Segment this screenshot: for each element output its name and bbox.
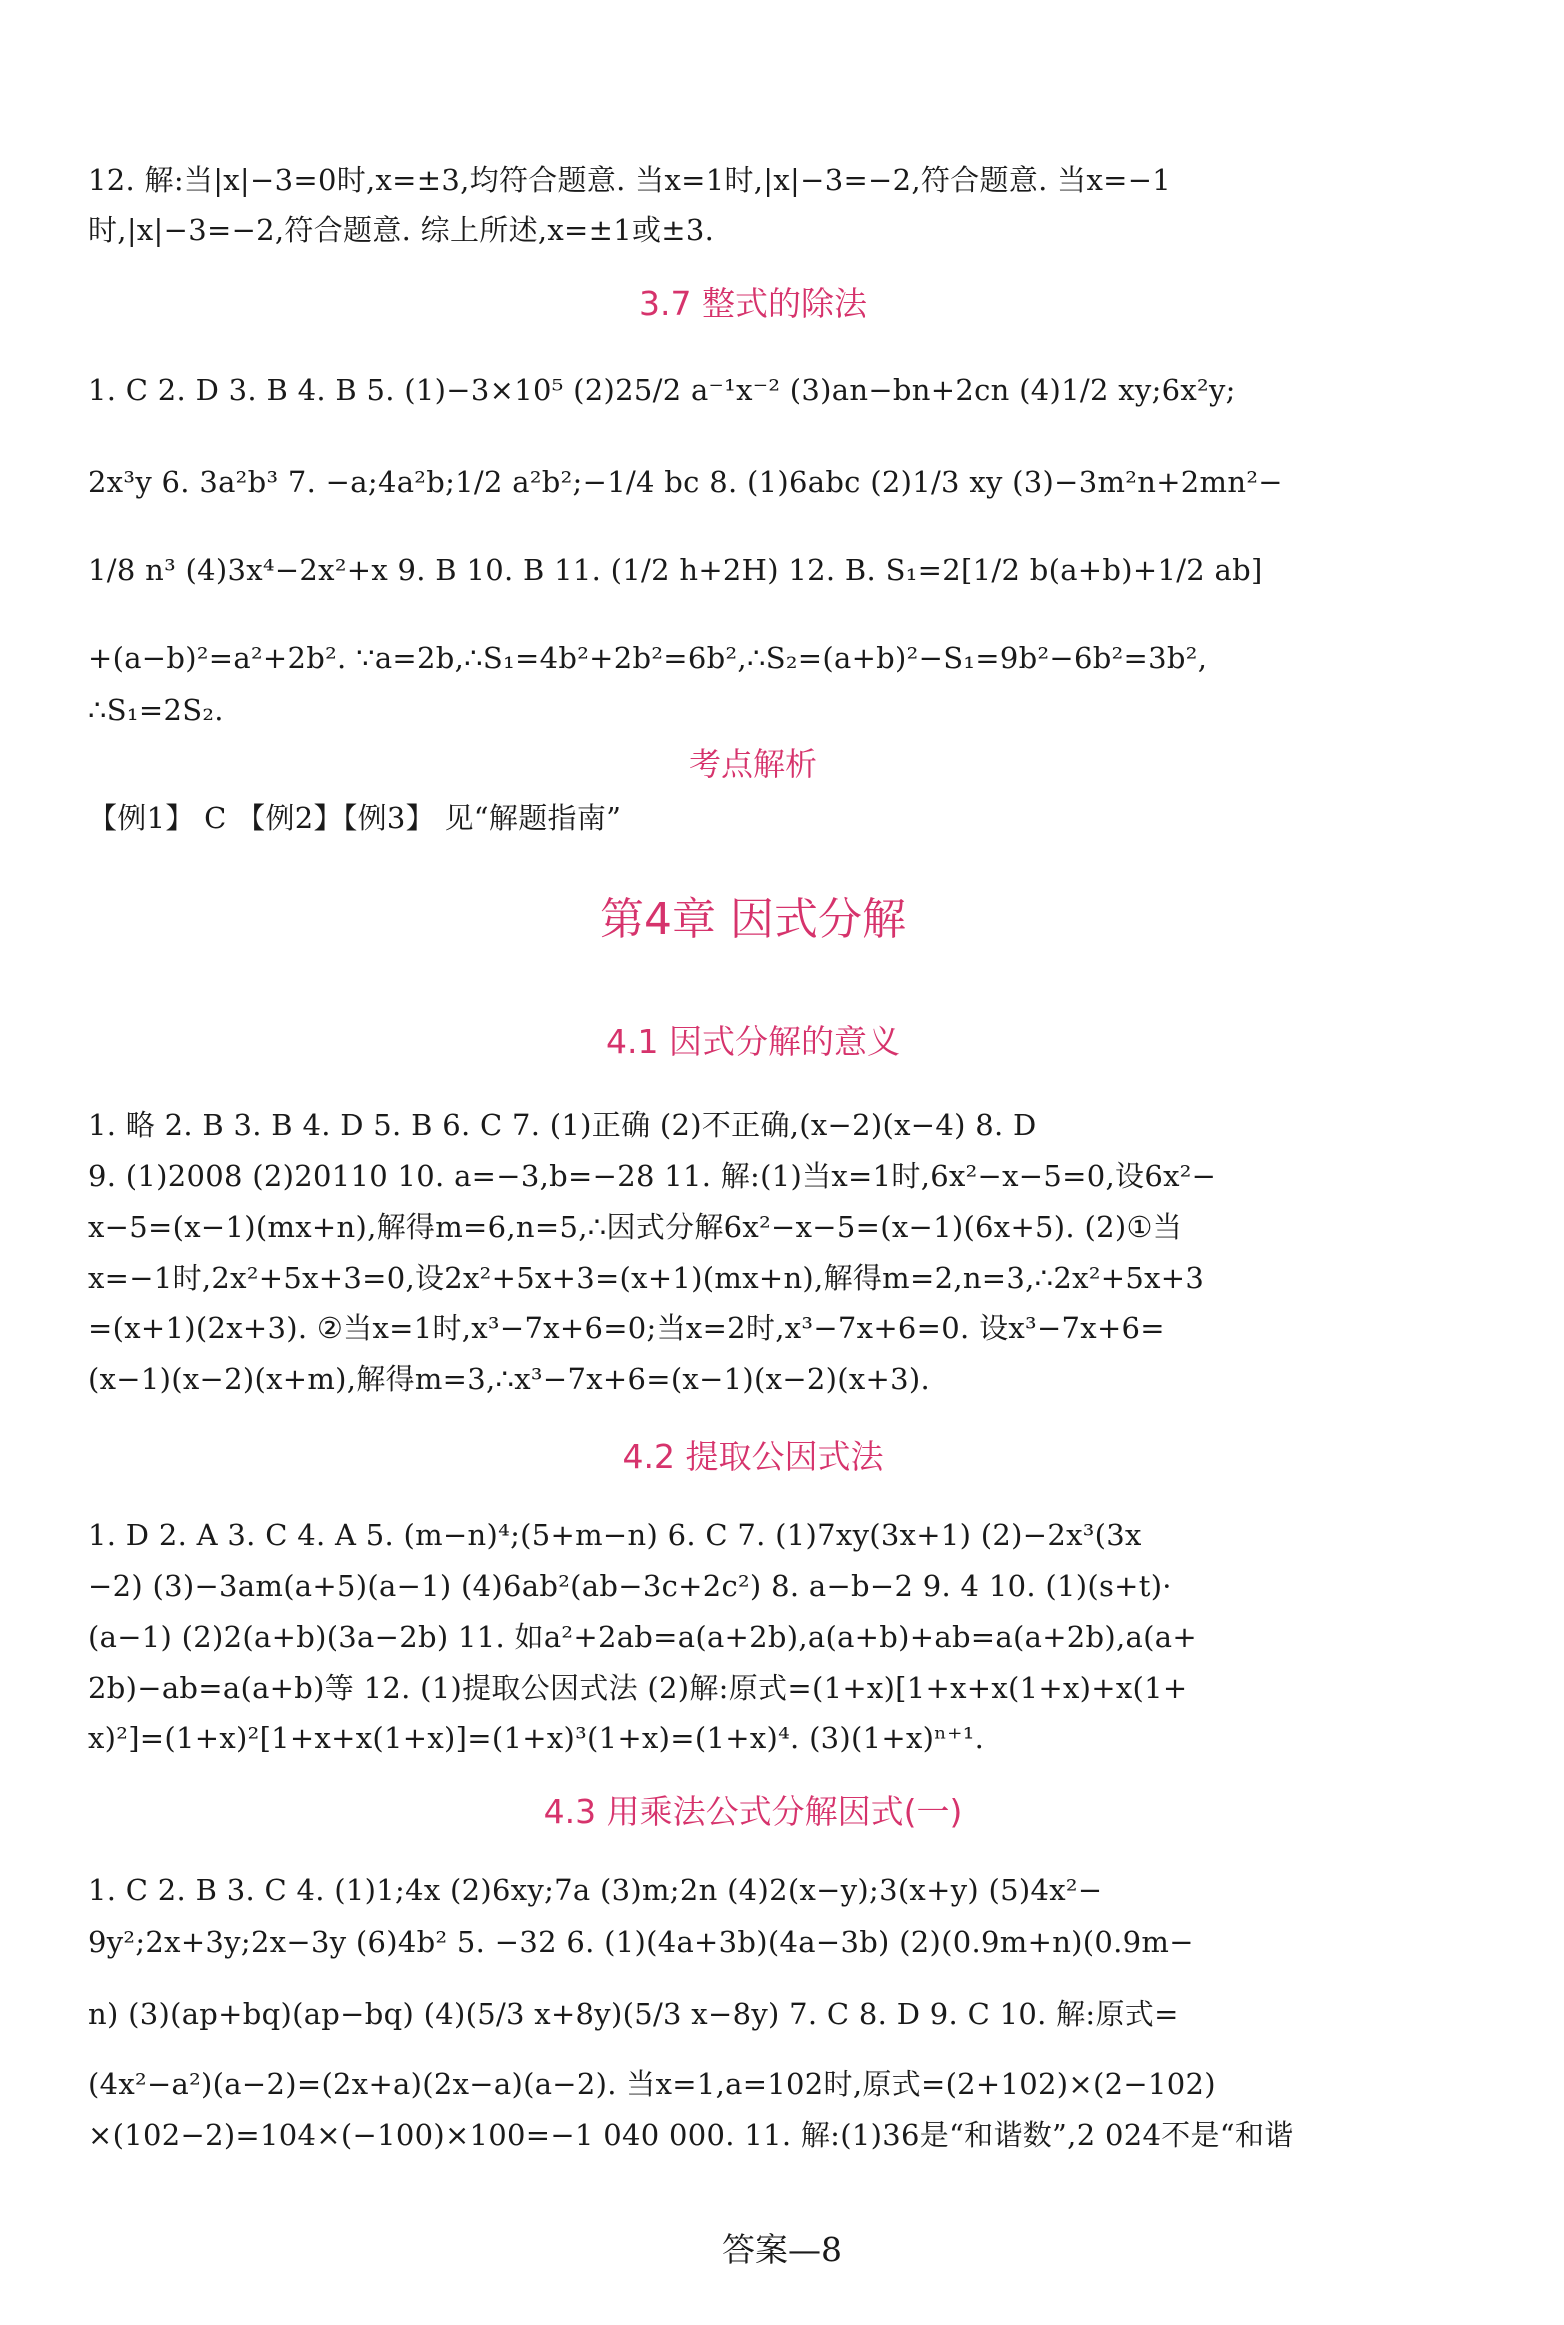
answer-line: 1. D 2. A 3. C 4. A 5. (m−n)⁴;(5+m−n) 6. C 7. (1)7xy(3x+1) (2)−2x³(3x (88, 1518, 1142, 1552)
answer-line: =(x+1)(2x+3). ②当x=1时,x³−7x+6=0;当x=2时,x³−7x+6=0. 设x³−7x+6= (88, 1311, 1165, 1345)
answer-line: n) (3)(ap+bq)(ap−bq) (4)(5/3 x+8y)(5/3 x−8y) 7. C 8. D 9. C 10. 解:原式= (88, 1997, 1179, 2031)
answer-line: (x−1)(x−2)(x+m),解得m=3,∴x³−7x+6=(x−1)(x−2)(x+3). (88, 1362, 931, 1396)
section-heading-kaodian: 考点解析 (688, 745, 817, 783)
answer-line: 2x³y 6. 3a²b³ 7. −a;4a²b;1/2 a²b²;−1/4 bc 8. (1)6abc (2)1/3 xy (3)−3m²n+2mn²− (88, 465, 1283, 499)
answer-line: 1/8 n³ (4)3x⁴−2x²+x 9. B 10. B 11. (1/2 h+2H) 12. B. S₁=2[1/2 b(a+b)+1/2 ab] (88, 553, 1263, 587)
answer-line: ×(102−2)=104×(−100)×100=−1 040 000. 11. 解:(1)36是“和谐数”,2 024不是“和谐 (88, 2118, 1294, 2152)
section-heading-4-2: 4.2 提取公因式法 (622, 1437, 884, 1476)
answer-line: +(a−b)²=a²+2b². ∵a=2b,∴S₁=4b²+2b²=6b²,∴S₂=(a+b)²−S₁=9b²−6b²=3b², (88, 641, 1208, 675)
answer-line: 1. 略 2. B 3. B 4. D 5. B 6. C 7. (1)正确 (2)不正确,(x−2)(x−4) 8. D (88, 1108, 1037, 1142)
section-heading-4-1: 4.1 因式分解的意义 (606, 1022, 900, 1061)
section-heading-4-3: 4.3 用乘法公式分解因式(一) (543, 1792, 963, 1831)
answer-line: 时,|x|−3=−2,符合题意. 综上所述,x=±1或±3. (88, 213, 715, 247)
answer-line: 1. C 2. D 3. B 4. B 5. (1)−3×10⁵ (2)25/2 a⁻¹x⁻² (3)an−bn+2cn (4)1/2 xy;6x²y; (88, 373, 1236, 407)
page-number: 答案—8 (722, 2230, 842, 2269)
answer-line: (4x²−a²)(a−2)=(2x+a)(2x−a)(a−2). 当x=1,a=102时,原式=(2+102)×(2−102) (88, 2067, 1216, 2101)
answer-line: 2b)−ab=a(a+b)等 12. (1)提取公因式法 (2)解:原式=(1+x)[1+x+x(1+x)+x(1+ (88, 1671, 1188, 1705)
answer-line: x−5=(x−1)(mx+n),解得m=6,n=5,∴因式分解6x²−x−5=(x−1)(6x+5). (2)①当 (88, 1210, 1183, 1244)
chapter-heading: 第4章 因式分解 (600, 894, 906, 945)
answer-line: ∴S₁=2S₂. (88, 693, 224, 727)
example-line: 【例1】 C 【例2】【例3】 见“解题指南” (88, 801, 622, 835)
answer-line: x)²]=(1+x)²[1+x+x(1+x)]=(1+x)³(1+x)=(1+x)⁴. (3)(1+x)ⁿ⁺¹. (88, 1721, 985, 1755)
answer-line: 12. 解:当|x|−3=0时,x=±3,均符合题意. 当x=1时,|x|−3=−2,符合题意. 当x=−1 (88, 163, 1172, 197)
answer-line: x=−1时,2x²+5x+3=0,设2x²+5x+3=(x+1)(mx+n),解得m=2,n=3,∴2x²+5x+3 (88, 1261, 1205, 1295)
section-heading-3-7: 3.7 整式的除法 (639, 284, 867, 323)
answer-line: 9y²;2x+3y;2x−3y (6)4b² 5. −32 6. (1)(4a+3b)(4a−3b) (2)(0.9m+n)(0.9m− (88, 1925, 1194, 1959)
answer-line: 9. (1)2008 (2)20110 10. a=−3,b=−28 11. 解:(1)当x=1时,6x²−x−5=0,设6x²− (88, 1159, 1217, 1193)
answer-line: (a−1) (2)2(a+b)(3a−2b) 11. 如a²+2ab=a(a+2b),a(a+b)+ab=a(a+2b),a(a+ (88, 1620, 1197, 1654)
answer-line: −2) (3)−3am(a+5)(a−1) (4)6ab²(ab−3c+2c²) 8. a−b−2 9. 4 10. (1)(s+t)· (88, 1569, 1172, 1603)
answer-line: 1. C 2. B 3. C 4. (1)1;4x (2)6xy;7a (3)m;2n (4)2(x−y);3(x+y) (5)4x²− (88, 1873, 1103, 1907)
